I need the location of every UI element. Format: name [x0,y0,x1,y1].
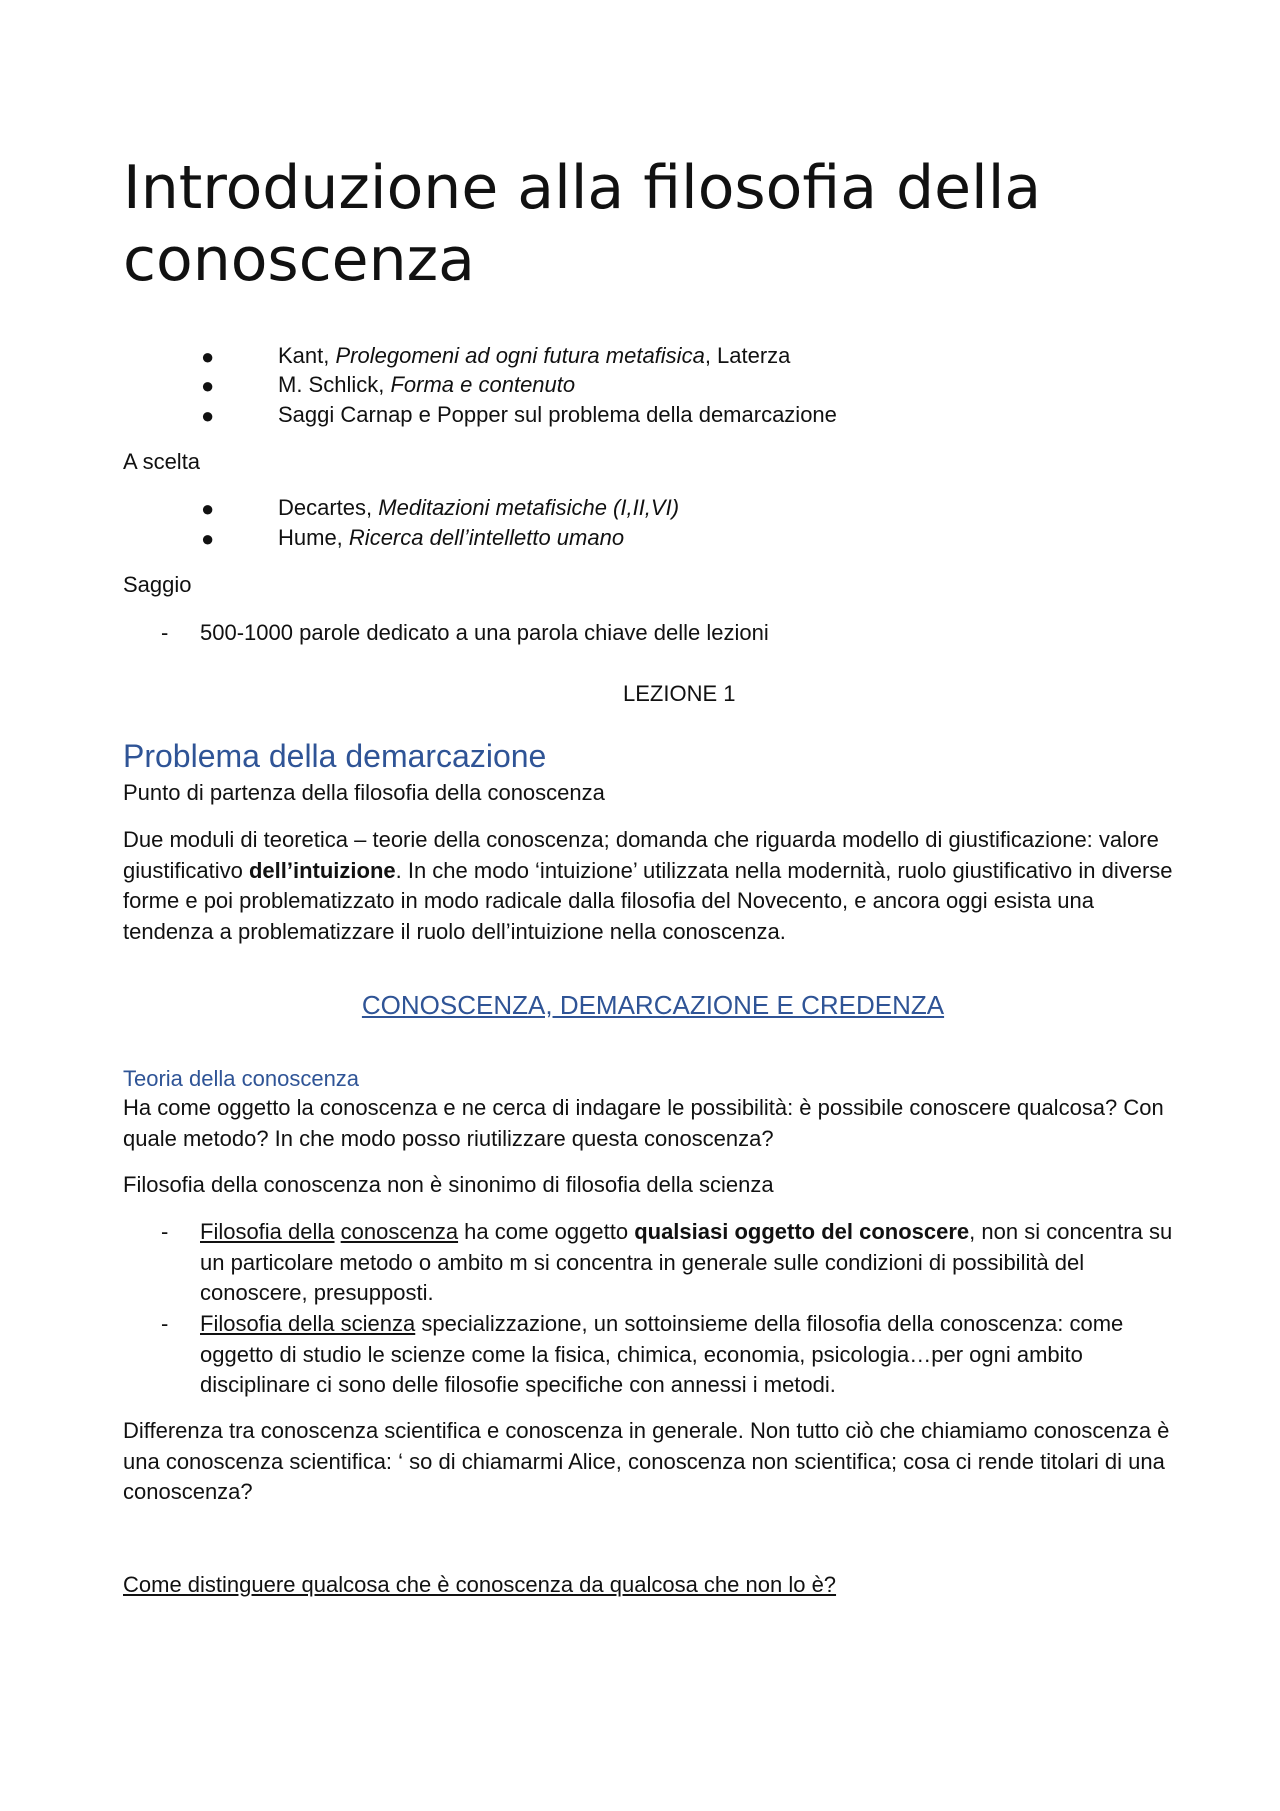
bullet-icon: ● [201,526,215,551]
list-item [278,370,575,400]
text-run: . In che modo ‘intuizione’ utilizzata nella modernità, ruolo giustificativo in diverse forme e poi problematizzato in modo radicale dalla filosofia del Novecento, e ancora oggi esista una tendenza a problematizzare il ruolo dell’intuizione nella conoscenza. [123,857,1173,944]
author: Hume, [278,525,349,550]
dash-marker: - [161,1219,169,1244]
intro-paragraph [123,825,1183,947]
list-item [278,523,624,553]
centered-heading: CONOSCENZA, DEMARCAZIONE E CREDENZA [361,990,945,1020]
text-run: Due moduli di teoretica – teorie della conoscenza; domanda che riguarda modello di giustificazione: valore giustificativo [123,827,1159,883]
author: Kant, [278,343,336,368]
subheading: Teoria della conoscenza [123,1066,360,1091]
definition-item [200,1217,1190,1309]
section-subtitle: Punto di partenza della filosofia della conoscenza [123,780,605,805]
list-item [278,493,679,523]
list-item-text: Saggi Carnap e Popper sul problema della demarcazione [278,402,837,427]
underlined-text: conoscenza [340,1219,459,1244]
bold-text: dell’intuizione [248,857,396,883]
dash-marker: - [161,620,169,645]
bullet-icon: ● [201,403,215,428]
theory-paragraph: Ha come oggetto la conoscenza e ne cerca di indagare le possibilità: è possibile conoscere qualcosa? Con quale metodo? In che modo posso riutilizzare questa conoscenza? [123,1095,1164,1151]
work-title: Ricerca dell’intelletto umano [348,525,625,550]
bullet-icon: ● [201,373,215,398]
work-title: Prolegomeni ad ogni futura metafisica [335,343,705,368]
lesson-label: LEZIONE 1 [623,681,736,706]
bullet-icon: ● [201,496,215,521]
essay-item: 500-1000 parole dedicato a una parola chiave delle lezioni [200,620,769,645]
definition-item [200,1309,1190,1401]
list-item [278,400,837,430]
dash-marker: - [161,1311,169,1336]
difference-paragraph: Differenza tra conoscenza scientifica e conoscenza in generale. Non tutto ciò che chiamiamo conoscenza è una conoscenza scientifica: ‘ so di chiamarmi Alice, conoscenza non scientifica; cosa ci rende titolari di una conoscenza? [123,1418,1170,1504]
question-text: Come distinguere qualcosa che è conoscenza da qualcosa che non lo è? [123,1572,837,1597]
text-run: , non si concentra su un particolare metodo o ambito m si concentra in generale sulle condizioni di possibilità del conoscere, presupposti. [200,1219,1173,1305]
choice-label: A scelta [123,449,201,474]
essay-label: Saggio [123,572,192,597]
section-heading: Problema della demarcazione [123,738,547,774]
bullet-icon: ● [201,344,215,369]
bold-text: qualsiasi oggetto del conoscere [634,1219,970,1244]
list-item [278,341,790,371]
work-title: Forma e contenuto [390,372,576,397]
text-run: specializzazione, un sottoinsieme della filosofia della conoscenza: come oggetto di studio le scienze come la fisica, chimica, economia, psicologia…per ogni ambito disciplinare ci sono delle filosofie specifiche con annessi i metodi. [200,1311,1124,1397]
document-title: Introduzione alla filosofia della conoscenza [123,153,1042,295]
publisher: , Laterza [704,343,791,368]
not-synonym-text: Filosofia della conoscenza non è sinonimo di filosofia della scienza [123,1172,774,1197]
text-run: ha come oggetto [458,1219,635,1244]
author: M. Schlick, [278,372,391,397]
author: Decartes, [278,495,379,520]
underlined-text: Filosofia della scienza [200,1311,416,1336]
underlined-text: Filosofia della [200,1219,335,1244]
work-title: Meditazioni metafisiche (I,II,VI) [378,495,680,520]
